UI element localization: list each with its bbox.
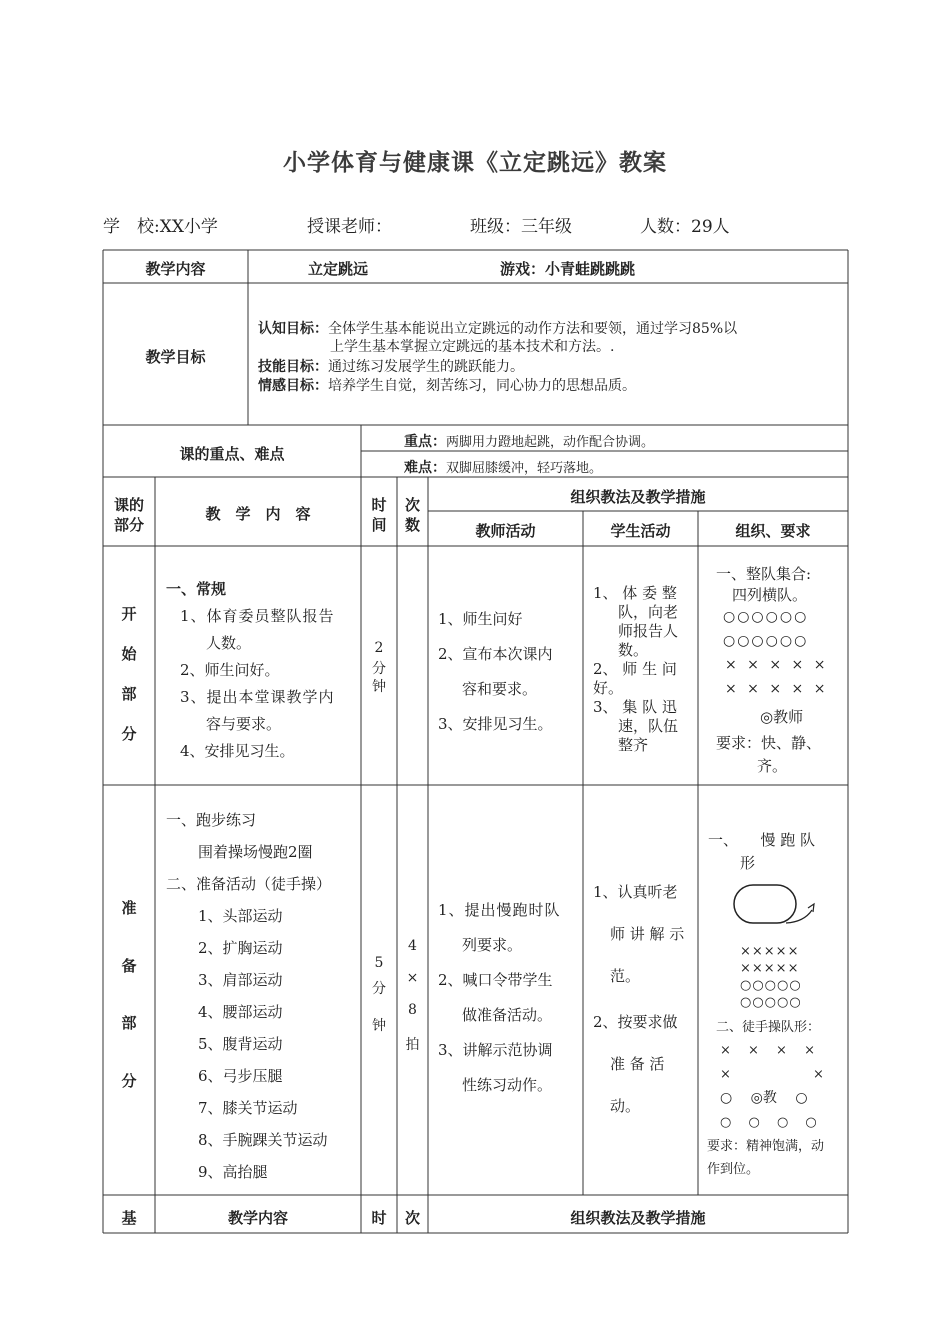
prep-org-row-2: ××××× — [740, 961, 800, 976]
header-method: 组织教法及教学措施 — [570, 488, 706, 506]
prep-org-run-1: 一、 慢 跑 队 — [708, 831, 816, 849]
prep-teacher-1: 1、提出慢跑时队 — [438, 901, 561, 919]
school-label: 学 校 — [103, 217, 154, 237]
class-info: 班级：三年级 — [470, 217, 572, 237]
prep-student-6: 动。 — [610, 1097, 641, 1115]
prep-student-3: 范。 — [610, 967, 641, 985]
prep-teacher-4: 做准备活动。 — [462, 1006, 553, 1024]
start-org-5: × × × × × — [725, 657, 829, 673]
prep-content-8: 5、腹背运动 — [198, 1035, 283, 1053]
start-content-2: 1、体育委员整队报告 — [180, 607, 335, 625]
teacher-label: 授课老师： — [307, 217, 392, 237]
start-student-1: 1、 体 委 整 — [593, 584, 677, 602]
start-teacher-2: 2、宣布本次课内 — [438, 645, 553, 663]
prep-content-12: 9、高抬腿 — [198, 1163, 268, 1181]
prep-org-free-row-2: × × — [720, 1067, 824, 1082]
prep-part-4: 分 — [121, 1072, 137, 1090]
start-student-3: 师报告人 — [618, 622, 679, 640]
prep-org-req-2: 作到位。 — [707, 1162, 760, 1177]
start-part-2: 始 — [121, 645, 137, 663]
content-game: 游戏：小青蛙跳跳跳 — [500, 260, 636, 278]
prep-content-6: 3、肩部运动 — [198, 971, 283, 989]
start-student-4: 数。 — [618, 641, 649, 659]
prep-content-2: 围着操场慢跑2圈 — [198, 843, 313, 861]
start-time-2: 分 — [372, 661, 386, 677]
school-value: :XX小学 — [154, 217, 218, 237]
page-title: 小学体育与健康课《立定跳远》教案 — [283, 150, 667, 176]
start-part-1: 开 — [121, 605, 137, 623]
key-point: 重点：两脚用力蹬地起跳，动作配合协调。 — [404, 434, 655, 450]
header-count-2: 数 — [404, 516, 420, 534]
prep-count-3: 8 — [408, 1002, 417, 1018]
emotion-goal: 情感目标：培养学生自觉，刻苦练习，同心协力的思想品质。 — [258, 378, 636, 394]
prep-teacher-3: 2、喊口令带学生 — [438, 971, 553, 989]
prep-part-2: 备 — [121, 957, 137, 975]
prep-content-11: 8、手腕踝关节运动 — [198, 1131, 328, 1149]
prep-org-free-row-4: ○ ○ ○ ○ — [720, 1115, 817, 1130]
cognitive-goal: 认知目标：全体学生基本能说出立定跳远的动作方法和要领，通过学习85%以 — [258, 321, 738, 337]
content-value: 立定跳远 — [308, 260, 369, 278]
footer-count: 次 — [404, 1209, 420, 1227]
prep-student-2: 师 讲 解 示 — [610, 925, 685, 943]
start-student-8: 速，队伍 — [618, 717, 679, 735]
start-time-1: 2 — [374, 640, 384, 656]
prep-org-free-row-3: ○ ◎教 ○ — [720, 1090, 808, 1106]
prep-content-9: 6、弓步压腿 — [198, 1067, 283, 1085]
prep-teacher-5: 3、讲解示范协调 — [438, 1041, 553, 1059]
cognitive-goal-cont: 上学生基本掌握立定跳远的基本技术和方法。. — [330, 339, 615, 355]
prep-student-1: 1、认真听老 — [593, 883, 678, 901]
prep-org-row-3: ○○○○○ — [740, 978, 802, 993]
footer-time: 时 — [371, 1209, 387, 1227]
start-time-3: 钟 — [372, 679, 386, 695]
start-content-7: 4、安排见习生。 — [180, 742, 295, 760]
start-student-7: 3、 集 队 迅 — [593, 698, 677, 716]
prep-count-2: × — [406, 970, 419, 986]
start-teacher-1: 1、师生问好 — [438, 610, 523, 628]
difficult-point: 难点：双脚屈膝缓冲，轻巧落地。 — [404, 460, 603, 476]
prep-count-4: 拍 — [405, 1037, 420, 1053]
goals-label: 教学目标 — [145, 348, 206, 366]
footer-part: 基 — [121, 1209, 137, 1227]
prep-content-3: 二、准备活动（徒手操） — [166, 875, 332, 893]
start-content-6: 容与要求。 — [206, 715, 282, 733]
prep-org-free: 二、徒手操队形： — [716, 1020, 821, 1035]
start-part-3: 部 — [121, 685, 137, 703]
start-student-5: 2、 师 生 问 — [593, 660, 677, 678]
start-org-4: ○○○○○○ — [723, 633, 809, 649]
prep-time-2: 分 — [372, 981, 386, 997]
prep-part-1: 准 — [121, 899, 137, 917]
start-org-7: ◎教师 — [760, 708, 804, 726]
start-teacher-4: 3、安排见习生。 — [438, 715, 553, 733]
prep-count-1: 4 — [408, 938, 417, 954]
start-org-6: × × × × × — [725, 681, 829, 697]
prep-content-5: 2、扩胸运动 — [198, 939, 283, 957]
prep-content-4: 1、头部运动 — [198, 907, 283, 925]
start-student-2: 队，向老 — [618, 603, 679, 621]
focus-label: 课的重点、难点 — [179, 445, 285, 463]
header-time-2: 间 — [371, 516, 387, 534]
running-track-diagram — [728, 880, 820, 930]
prep-org-run-2: 形 — [740, 854, 756, 872]
prep-content-1: 一、跑步练习 — [166, 811, 257, 829]
school-info — [103, 212, 218, 237]
start-teacher-3: 容和要求。 — [462, 680, 538, 698]
prep-student-5: 准 备 活 — [610, 1055, 665, 1073]
start-content-3: 人数。 — [206, 634, 252, 652]
header-content: 教 学 内 容 — [205, 505, 311, 523]
prep-content-7: 4、腰部运动 — [198, 1003, 283, 1021]
prep-org-req-1: 要求：精神饱满，动 — [707, 1139, 825, 1154]
content-label: 教学内容 — [145, 260, 206, 278]
track-oval — [734, 885, 796, 923]
prep-time-1: 5 — [374, 955, 384, 971]
header-teacher: 教师活动 — [475, 522, 536, 540]
start-org-3: ○○○○○○ — [723, 609, 809, 625]
header-part-2: 部分 — [113, 516, 144, 534]
header-count-1: 次 — [404, 496, 420, 514]
start-content-4: 2、师生问好。 — [180, 661, 280, 679]
prep-teacher-2: 列要求。 — [462, 936, 523, 954]
prep-time-3: 钟 — [372, 1018, 386, 1034]
prep-org-row-1: ××××× — [740, 944, 800, 959]
footer-content: 教学内容 — [227, 1209, 288, 1227]
direction-arrow-icon — [786, 910, 812, 923]
start-part-4: 分 — [121, 725, 137, 743]
footer-method: 组织教法及教学措施 — [570, 1209, 706, 1227]
start-org-9: 齐。 — [757, 757, 788, 775]
prep-content-10: 7、膝关节运动 — [198, 1099, 298, 1117]
prep-org-free-row-1: × × × × — [720, 1043, 815, 1058]
header-student: 学生活动 — [610, 522, 671, 540]
start-content-5: 3、提出本堂课教学内 — [180, 688, 335, 706]
start-org-8: 要求：快、静、 — [716, 734, 822, 752]
start-student-6: 好。 — [593, 679, 624, 697]
prep-part-3: 部 — [121, 1014, 137, 1032]
skill-goal: 技能目标：通过练习发展学生的跳跃能力。 — [258, 359, 524, 375]
header-org: 组织、要求 — [735, 522, 811, 540]
prep-student-4: 2、按要求做 — [593, 1013, 678, 1031]
header-time-1: 时 — [371, 496, 387, 514]
prep-teacher-6: 性练习动作。 — [462, 1076, 553, 1094]
start-content-1: 一、常规 — [166, 580, 227, 598]
prep-org-row-4: ○○○○○ — [740, 995, 802, 1010]
header-part-1: 课的 — [113, 496, 144, 514]
start-org-2: 四列横队。 — [732, 586, 808, 604]
start-student-9: 整齐 — [618, 736, 649, 754]
start-org-1: 一、整队集合: — [716, 565, 812, 583]
student-count: 人数：29人 — [640, 217, 730, 237]
